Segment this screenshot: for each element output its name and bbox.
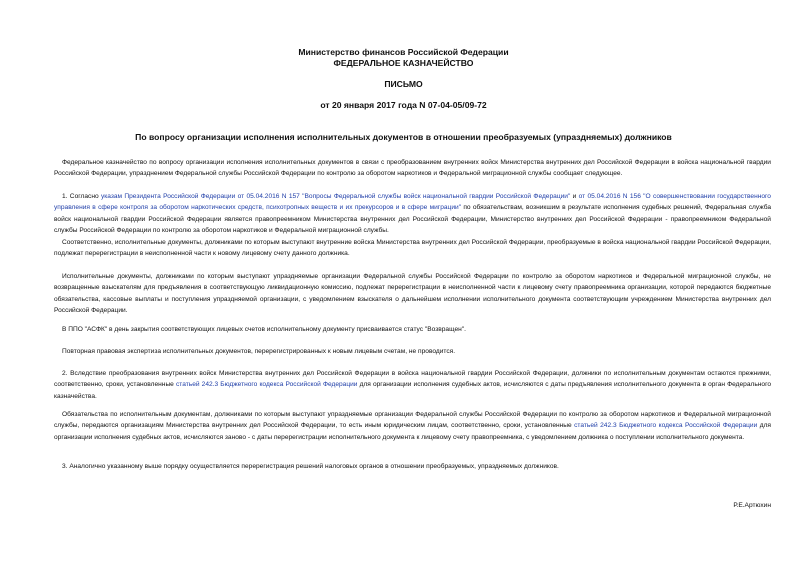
paragraph-intro: Федеральное казначейство по вопросу организации исполнения исполнительных документов в связи с преобразованием внутренних войск Министерства внутренних дел Российской Федерации в войска национальной гвардии Российской Федерации, упразднением Федеральной службы Российской Федерации по контролю за оборотом наркотиков и Федеральной миграционной службы сообщает следующее. bbox=[54, 159, 771, 178]
paragraph-8: 3. Аналогично указанному выше порядку осуществляется перерегистрация решений налоговых органов в отношении преобразуемых, упраздняемых должников. bbox=[62, 463, 559, 470]
paragraph-6-text-end: для организации исполнения судебных актов, исчисляются с даты предъявления исполнительного документа в орган Федерального казначейства. bbox=[54, 381, 772, 400]
paragraph-5: Повторная правовая экспертиза исполнительных документов, перерегистрированных к новым лицевым счетам, не проводится. bbox=[62, 348, 456, 355]
paragraph-3: Исполнительные документы, должниками по которым выступают упраздняемые организации Федеральной службы Российской Федерации по контролю за оборотом наркотиков и Федеральной миграционной службы, не возвращенные взыскателям для предъявления в соответствующую ликвидационную комиссию, подлежат перерегистрации в неисполненной части к лицевому счету правопреемника организации, которой передаются бюджетные обязательства, кассовые выплаты и поступления упраздняемой организации, с уведомлением взыскателя о дальнейшем исполнении исполнительного документа соответствующим учреждением Министерства внутренних дел Российской Федерации. bbox=[54, 273, 771, 315]
signature: Р.Е.Артюхин bbox=[733, 502, 771, 509]
decree-156-link[interactable]: от 05.04.2016 N 156 "О совершенствовании государственного управления в сфере контроля за оборотом наркотических средств, психотропных веществ и их прекурсоров и в сфере миграции" bbox=[54, 193, 771, 212]
paragraph-1-text-start: 1. Согласно bbox=[62, 193, 101, 200]
budget-code-link[interactable]: статьей 242.3 Бюджетного кодекса Российской Федерации bbox=[175, 381, 358, 389]
ministry-name: Министерство финансов Российской Федерации bbox=[298, 47, 509, 57]
paragraph-7 bbox=[54, 409, 771, 443]
paragraph-7-text-start: Обязательства по исполнительным документам, должниками по которым выступают упраздняемые организации Федеральной службы Российской Федерации по контролю за оборотом наркотиков и Федеральной миграционной службы, передаются организациям Министерства внутренних дел Российской Федерации, то есть иным юридическим лицам, соответственно, сроки, установленные bbox=[54, 411, 771, 430]
paragraph-6-text-start: 2. Вследствие преобразования внутренних войск Министерства внутренних дел Российской Федерации в войска национальной гвардии Российской Федерации, должники по исполнительным документам остаются прежними, соответственно, сроки, установленные bbox=[54, 370, 771, 389]
paragraph-1-text-mid: и bbox=[570, 193, 579, 200]
paragraph-1-text-end: по обязательствам, возникшим в результате исполнения судебных решений, Федеральная служба войск национальной гвардии Российской Федерации является правопреемником Министерства внутренних дел Российской Федерации, Министерство внутренних дел Российской Федерации - правопреемником Федеральной службы Российской Федерации по контролю за оборотом наркотиков и Федеральной миграционной службы. bbox=[54, 204, 771, 235]
budget-code-link-2[interactable]: статьей 242.3 Бюджетного кодекса Российской Федерации bbox=[574, 422, 758, 430]
paragraph-4: В ППО "АСФК" в день закрытия соответствующих лицевых счетов исполнительному документу присваивается статус "Возвращен". bbox=[62, 326, 466, 333]
paragraph-1 bbox=[54, 191, 771, 237]
paragraph-6 bbox=[54, 368, 771, 402]
decree-157-link[interactable]: указам Президента Российской Федерации от 05.04.2016 N 157 "Вопросы Федеральной службы войск национальной гвардии Российской Федерации" bbox=[100, 193, 571, 200]
document-type: ПИСЬМО bbox=[384, 79, 423, 89]
paragraph-2: Соответственно, исполнительные документы, должниками по которым выступают внутренние войска Министерства внутренних дел Российской Федерации, преобразуемые в войска национальной гвардии Российской Федерации, подлежат перерегистрации в неисполненной части к новому лицевому счету данного должника. bbox=[54, 239, 771, 258]
paragraph-7-text-end: для организации исполнения судебных актов, исчисляются заново - с даты перерегистрации исполнительного документа к лицевому счету правопреемника, с уведомлением должника о поступлении исполнительного документа. bbox=[54, 422, 771, 441]
document-subject: По вопросу организации исполнения исполнительных документов в отношении преобразуемых (упраздняемых) должников bbox=[135, 132, 672, 142]
agency-name: ФЕДЕРАЛЬНОЕ КАЗНАЧЕЙСТВО bbox=[333, 58, 474, 68]
document-date: от 20 января 2017 года N 07-04-05/09-72 bbox=[320, 100, 487, 110]
